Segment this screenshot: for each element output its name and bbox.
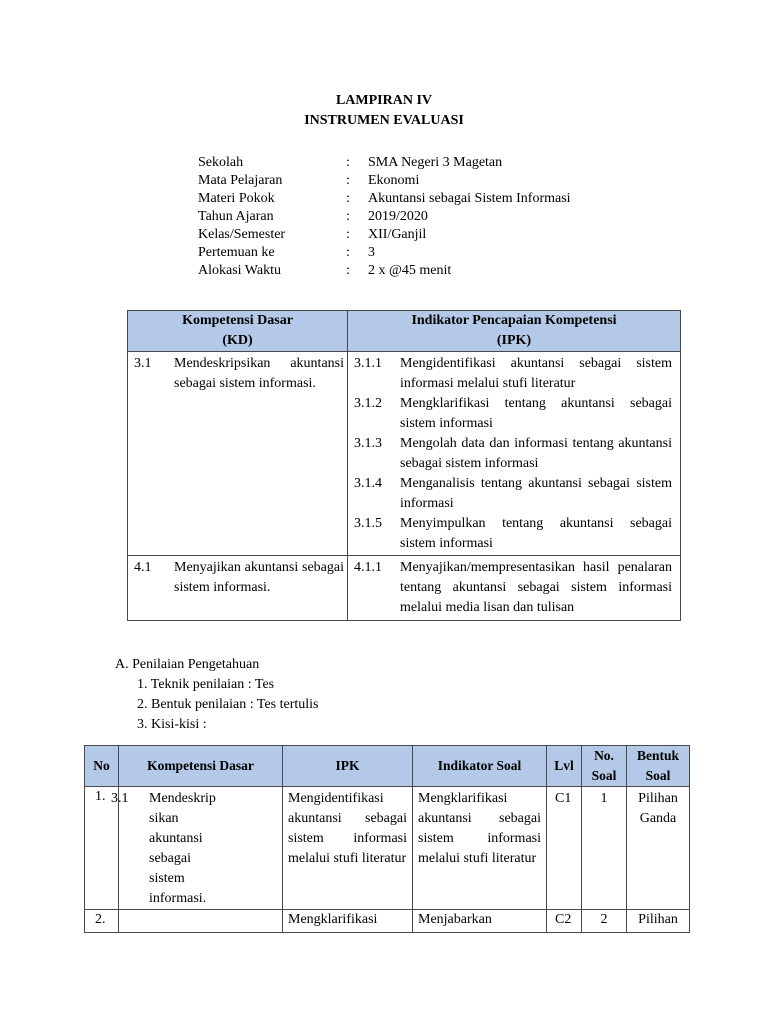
ipk-item	[348, 474, 680, 514]
info-colon: :	[346, 155, 350, 170]
ipk-text: Mengolah data dan informasi tentang akuntansi sebagai sistem informasi	[400, 436, 672, 471]
kd-ipk-table	[127, 310, 681, 621]
kd-line: informasi.	[149, 891, 207, 906]
ipk-number: 3.1.3	[354, 436, 382, 451]
ipk-item	[348, 434, 680, 474]
header-ipk-line1: Indikator Pencapaian Kompetensi	[411, 313, 617, 328]
kd-line: sebagai	[149, 851, 191, 866]
table-row	[128, 556, 681, 621]
info-colon: :	[346, 173, 350, 188]
info-value: Ekonomi	[368, 173, 420, 188]
header-kd-line2: (KD)	[222, 333, 253, 348]
info-value: 3	[368, 245, 375, 260]
header-bentuk-soal	[627, 746, 690, 787]
ipk-cell	[348, 352, 681, 556]
header-ipk-line2: (IPK)	[496, 333, 532, 348]
ipk-item	[348, 394, 680, 434]
ipk-number: 4.1.1	[354, 560, 382, 575]
bentuk-line1: Pilihan	[638, 791, 678, 806]
kisi-kisi-table	[84, 745, 690, 933]
kd-line: sistem	[149, 871, 185, 886]
header-no-soal-line2: Soal	[591, 768, 617, 783]
cell-bentuk-soal: Pilihan	[627, 910, 690, 933]
ipk-number: 3.1.2	[354, 396, 382, 411]
header-kd	[128, 311, 348, 352]
header-lvl: Lvl	[547, 746, 582, 787]
header-ipk: IPK	[283, 746, 413, 787]
ipk-text: Mengklarifikasi tentang akuntansi sebagai sistem informasi	[400, 396, 672, 431]
ipk-number: 3.1.1	[354, 356, 382, 371]
ipk-item	[348, 514, 680, 554]
cell-no-soal: 2	[582, 910, 627, 933]
kd-number: 3.1	[111, 791, 129, 806]
cell-ipk: Mengklarifikasi	[283, 910, 413, 933]
cell-bentuk-soal	[627, 787, 690, 910]
info-colon: :	[346, 209, 350, 224]
bentuk-line2: Ganda	[639, 811, 677, 826]
ipk-number: 3.1.4	[354, 476, 382, 491]
info-value: 2019/2020	[368, 209, 428, 224]
info-label: Mata Pelajaran	[198, 173, 283, 188]
header-bentuk-line2: Soal	[645, 768, 671, 783]
cell-ipk: Mengidentifikasi akuntansi sebagai sistem informasi melalui stufi literatur	[283, 787, 413, 910]
list-item: 3. Kisi-kisi :	[137, 717, 207, 732]
ipk-number: 3.1.5	[354, 516, 382, 531]
table-row	[85, 910, 690, 933]
kd-text: Mendeskripsikan akuntansi sebagai sistem informasi.	[174, 356, 344, 391]
cell-no: 2.	[85, 910, 119, 933]
kd-line: Mendeskrip	[149, 791, 216, 806]
info-value: SMA Negeri 3 Magetan	[368, 155, 503, 170]
info-label: Materi Pokok	[198, 191, 275, 206]
cell-no-soal: 1	[582, 787, 627, 910]
info-colon: :	[346, 245, 350, 260]
info-label: Tahun Ajaran	[198, 209, 274, 224]
ipk-text: Mengidentifikasi akuntansi sebagai sistem informasi melalui stufi literatur	[400, 356, 672, 391]
table-header-row	[128, 311, 681, 352]
cell-indikator: Menjabarkan	[413, 910, 547, 933]
info-label: Alokasi Waktu	[198, 263, 281, 278]
kd-cell	[128, 352, 348, 556]
cell-lvl: C2	[547, 910, 582, 933]
list-item: 2. Bentuk penilaian : Tes tertulis	[137, 697, 319, 712]
cell-lvl: C1	[547, 787, 582, 910]
table-header-row	[85, 746, 690, 787]
info-colon: :	[346, 263, 350, 278]
kd-line: sikan	[149, 811, 179, 826]
kd-line: akuntansi	[149, 831, 203, 846]
ipk-item	[348, 354, 680, 394]
kd-text: Menyajikan akuntansi sebagai sistem informasi.	[174, 560, 344, 595]
info-colon: :	[346, 191, 350, 206]
header-ipk	[348, 311, 681, 352]
header-no-soal	[582, 746, 627, 787]
document-subtitle: INSTRUMEN EVALUASI	[304, 113, 464, 128]
header-kd-line1: Kompetensi Dasar	[182, 313, 293, 328]
info-label: Sekolah	[198, 155, 244, 170]
kd-cell	[128, 556, 348, 621]
info-label: Pertemuan ke	[198, 245, 275, 260]
table-row	[85, 787, 690, 910]
header-no-soal-line1: No.	[594, 748, 614, 763]
ipk-text: Menyimpulkan tentang akuntansi sebagai sistem informasi	[400, 516, 672, 551]
row-number: 1.	[95, 789, 106, 804]
info-value: 2 x @45 menit	[368, 263, 452, 278]
info-value: XII/Ganjil	[368, 227, 427, 242]
table-row	[128, 352, 681, 556]
header-bentuk-line1: Bentuk	[636, 748, 680, 763]
cell-indikator: Mengklarifikasi akuntansi sebagai sistem informasi melalui stufi literatur	[413, 787, 547, 910]
kd-number: 4.1	[134, 560, 152, 575]
header-indikator-soal: Indikator Soal	[413, 746, 547, 787]
ipk-cell	[348, 556, 681, 621]
ipk-text: Menyajikan/mempresentasikan hasil penalaran tentang akuntansi sebagai sistem informasi melalui media lisan dan tulisan	[400, 560, 672, 615]
info-label: Kelas/Semester	[198, 227, 286, 242]
ipk-item	[348, 558, 680, 618]
cell-kd	[119, 910, 283, 933]
header-no: No	[85, 746, 119, 787]
header-kompetensi-dasar: Kompetensi Dasar	[119, 746, 283, 787]
ipk-text: Menganalisis tentang akuntansi sebagai sistem informasi	[400, 476, 672, 511]
cell-kd	[111, 787, 283, 910]
document-title: LAMPIRAN IV	[335, 93, 433, 108]
info-colon: :	[346, 227, 350, 242]
info-value: Akuntansi sebagai Sistem Informasi	[368, 191, 571, 206]
kd-number: 3.1	[134, 356, 152, 371]
list-item: 1. Teknik penilaian : Tes	[137, 677, 275, 692]
section-heading: A. Penilaian Pengetahuan	[115, 657, 260, 672]
